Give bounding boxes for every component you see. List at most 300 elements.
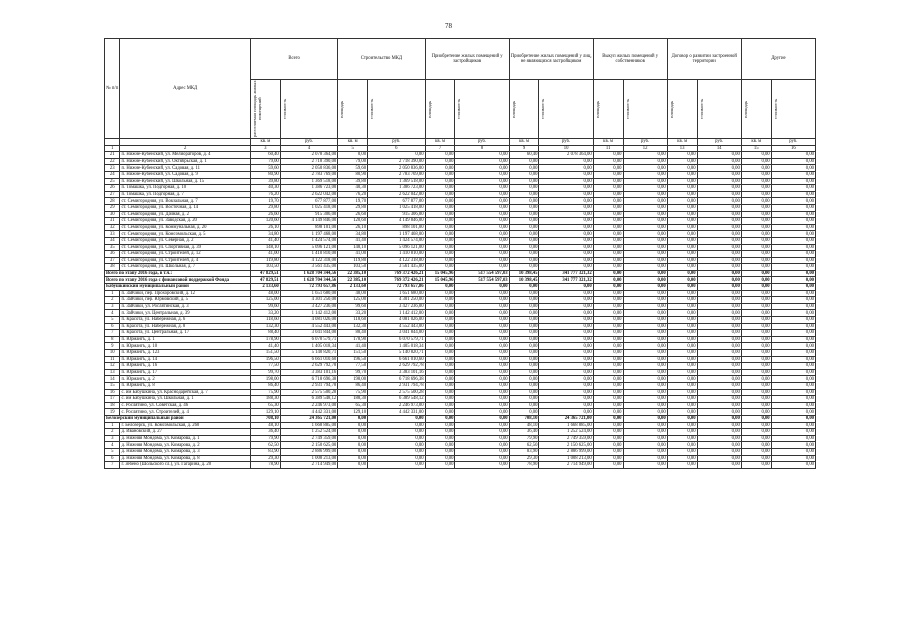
value-cell: 0,00	[539, 382, 593, 389]
value-cell: 48,10	[250, 422, 280, 429]
value-cell: 0,00	[741, 350, 771, 357]
value-cell: 4 081 026,00	[368, 317, 426, 324]
value-cell: 0,00	[741, 264, 771, 271]
address-cell: г. Белозерск, ул. Комсомольская, д. 260	[120, 422, 250, 429]
value-cell: 0,00	[425, 343, 455, 350]
table-row	[105, 336, 816, 343]
value-cell: 0,00	[455, 343, 509, 350]
value-cell: 898 101,00	[280, 224, 337, 231]
value-cell: 0,00	[623, 455, 667, 462]
value-cell: 41,40	[338, 237, 368, 244]
value-cell: 0,00	[338, 448, 368, 455]
table-total-row	[105, 284, 816, 291]
value-cell: 0,00	[425, 435, 455, 442]
value-cell: 0,00	[741, 382, 771, 389]
value-cell: 86,40	[250, 382, 280, 389]
value-cell: 0,00	[623, 350, 667, 357]
value-cell: 1 142 412,00	[368, 310, 426, 317]
row-number: 1	[105, 422, 120, 429]
value-cell: 0,00	[667, 363, 697, 370]
value-cell: 0,00	[623, 257, 667, 264]
value-cell: 0,00	[509, 396, 539, 403]
value-cell: 2 622 042,00	[368, 191, 426, 198]
value-cell: 0,00	[667, 237, 697, 244]
value-cell: 0,00	[509, 336, 539, 343]
header-purchase-builders: Приобретение жилых помещений у застройщиков	[425, 39, 509, 80]
value-cell: 0,00	[667, 158, 697, 165]
row-number: 25	[105, 178, 120, 185]
table-row	[105, 191, 816, 198]
value-cell: 5 140 820,71	[280, 350, 337, 357]
value-cell: 0,00	[509, 264, 539, 271]
value-cell: 0,00	[425, 171, 455, 178]
row-number: 34	[105, 237, 120, 244]
value-cell: 0,00	[593, 462, 623, 469]
value-cell: 0,00	[771, 211, 815, 218]
value-cell: 0,00	[697, 257, 741, 264]
column-number: 7	[425, 145, 455, 152]
value-cell: 0,00	[509, 363, 539, 370]
unit-rub: руб.	[771, 139, 815, 146]
sub-cost: стоимость	[281, 98, 287, 120]
value-cell: 0,00	[539, 191, 593, 198]
table-row	[105, 350, 816, 357]
value-cell: 0,00	[593, 270, 623, 277]
value-cell: 41,40	[338, 343, 368, 350]
value-cell: 0,00	[741, 211, 771, 218]
value-cell: 4 442 331,00	[280, 409, 337, 416]
table-row	[105, 376, 816, 383]
value-cell: 0,00	[425, 178, 455, 185]
column-number: 9	[509, 145, 539, 152]
value-cell: 0,00	[509, 198, 539, 205]
address-cell: ст. Семигородняя, ул. Коммунальная, д. 20	[120, 224, 250, 231]
value-cell: 1 628 704 344,56	[280, 270, 337, 277]
value-cell: 0,00	[741, 290, 771, 297]
value-cell: 0,00	[425, 389, 455, 396]
value-cell: 118,60	[338, 317, 368, 324]
value-cell: 4 552 443,00	[280, 323, 337, 330]
table-row	[105, 297, 816, 304]
row-number: 12	[105, 363, 120, 370]
value-cell: 0,00	[697, 191, 741, 198]
column-number: 15	[741, 145, 771, 152]
value-cell: 0,00	[593, 356, 623, 363]
sub-cost: стоимость	[624, 98, 630, 120]
value-cell: 0,00	[741, 369, 771, 376]
value-cell: 0,00	[623, 323, 667, 330]
value-cell: 0,00	[593, 455, 623, 462]
value-cell: 0,00	[667, 198, 697, 205]
value-cell: 0,00	[771, 178, 815, 185]
value-cell: 0,00	[425, 257, 455, 264]
value-cell: 0,00	[667, 303, 697, 310]
table-row	[105, 224, 816, 231]
value-cell: 0,00	[539, 158, 593, 165]
value-cell: 0,00	[539, 257, 593, 264]
value-cell: 0,00	[593, 158, 623, 165]
value-cell: 0,00	[509, 323, 539, 330]
value-cell: 0,00	[509, 297, 539, 304]
value-cell: 0,00	[697, 462, 741, 469]
value-cell: 0,00	[771, 237, 815, 244]
value-cell: 1 424 574,00	[280, 237, 337, 244]
value-cell: 0,00	[697, 211, 741, 218]
value-cell: 0,00	[455, 211, 509, 218]
value-cell: 0,00	[593, 218, 623, 225]
value-cell: 41,00	[338, 251, 368, 258]
value-cell: 0,00	[509, 350, 539, 357]
sub-total-area: расселяемая площадь жилых помещений	[251, 80, 262, 138]
value-cell: 0,00	[593, 204, 623, 211]
row-number: 24	[105, 171, 120, 178]
value-cell: 0,00	[539, 224, 593, 231]
value-cell: 0,00	[741, 409, 771, 416]
value-cell: 0,00	[455, 310, 509, 317]
address-cell: д. Нижняя Мондома, ул. Комарова, д. 8	[120, 455, 250, 462]
value-cell: 0,00	[623, 343, 667, 350]
header-row-column-numbers	[105, 145, 816, 152]
value-cell: 0,00	[771, 152, 815, 159]
value-cell: 1 008 213,00	[280, 455, 337, 462]
value-cell: 0,00	[593, 224, 623, 231]
table-row	[105, 462, 816, 469]
value-cell: 0,00	[455, 396, 509, 403]
value-cell: 0,00	[667, 409, 697, 416]
column-number: 6	[368, 145, 426, 152]
value-cell: 4 552 443,00	[368, 323, 426, 330]
value-cell: 0,00	[593, 317, 623, 324]
value-cell: 99,70	[338, 369, 368, 376]
value-cell: 0,00	[593, 310, 623, 317]
value-cell: 0,00	[539, 237, 593, 244]
value-cell: 0,00	[509, 251, 539, 258]
value-cell: 3 561 435,00	[280, 264, 337, 271]
value-cell: 0,00	[425, 330, 455, 337]
value-cell: 75,90	[250, 389, 280, 396]
value-cell: 15 045,96	[425, 270, 455, 277]
value-cell: 0,00	[623, 231, 667, 238]
address-cell: п. Зайчики, пер. Юрмовский, д. 5	[120, 297, 250, 304]
value-cell: 0,00	[697, 389, 741, 396]
value-cell: 0,00	[667, 165, 697, 172]
value-cell: 0,00	[368, 448, 426, 455]
value-cell: 0,00	[667, 382, 697, 389]
value-cell: 0,00	[455, 152, 509, 159]
page-number: 78	[445, 22, 452, 30]
value-cell: 0,00	[741, 442, 771, 449]
value-cell: 0,00	[509, 369, 539, 376]
value-cell: 0,00	[741, 363, 771, 370]
unit-area: кв. м	[425, 139, 455, 146]
value-cell: 0,00	[741, 336, 771, 343]
value-cell: 0,00	[697, 185, 741, 192]
value-cell: 10 398,45	[509, 270, 539, 277]
value-cell: 0,00	[593, 435, 623, 442]
table-row	[105, 429, 816, 436]
unit-rub: руб.	[539, 139, 593, 146]
value-cell: 0,00	[455, 350, 509, 357]
value-cell: 0,00	[697, 429, 741, 436]
value-cell: 0,00	[368, 455, 426, 462]
value-cell: 0,00	[368, 462, 426, 469]
value-cell: 0,00	[425, 382, 455, 389]
value-cell: 517 554 597,03	[455, 270, 509, 277]
value-cell: 0,00	[697, 350, 741, 357]
value-cell: 48,00	[338, 290, 368, 297]
row-number: 30	[105, 211, 120, 218]
value-cell: 0,00	[539, 330, 593, 337]
value-cell: 0,00	[667, 435, 697, 442]
value-cell: 48,00	[250, 290, 280, 297]
value-cell: 0,00	[455, 455, 509, 462]
address-cell: Бабушкинский муниципальный район	[105, 284, 251, 291]
value-cell: 0,00	[623, 389, 667, 396]
address-cell: ст. Семигородняя, ул. Северная, д. 2	[120, 237, 250, 244]
value-cell: 0,00	[623, 284, 667, 291]
value-cell: 0,00	[667, 323, 697, 330]
value-cell: 60,40	[250, 152, 280, 159]
value-cell: 78,90	[250, 462, 280, 469]
row-number: 5	[105, 317, 120, 324]
value-cell: 0,00	[667, 396, 697, 403]
value-cell: 0,00	[425, 264, 455, 271]
value-cell: 36,40	[509, 429, 539, 436]
row-number: 36	[105, 251, 120, 258]
value-cell: 0,00	[455, 158, 509, 165]
address-cell: п. Нижне-Кубенский, ул. Школьная, д. 15	[120, 178, 250, 185]
row-number: 3	[105, 303, 120, 310]
value-cell: 0,00	[455, 389, 509, 396]
row-number: 4	[105, 310, 120, 317]
value-cell: 0,00	[771, 277, 815, 284]
value-cell: 119,80	[338, 257, 368, 264]
value-cell: 0,00	[741, 462, 771, 469]
value-cell: 0,00	[539, 369, 593, 376]
value-cell: 0,00	[667, 251, 697, 258]
value-cell: 0,00	[593, 376, 623, 383]
value-cell: 0,00	[539, 211, 593, 218]
row-number: 18	[105, 402, 120, 409]
value-cell: 0,00	[593, 277, 623, 284]
value-cell: 0,00	[623, 396, 667, 403]
value-cell: 0,00	[697, 204, 741, 211]
value-cell: 915 306,00	[368, 211, 426, 218]
value-cell: 0,00	[697, 152, 741, 159]
value-cell: 120,60	[338, 218, 368, 225]
value-cell: 3 561 435,00	[368, 264, 426, 271]
table-row	[105, 317, 816, 324]
value-cell: 0,00	[667, 218, 697, 225]
value-cell: 86,40	[338, 382, 368, 389]
value-cell: 0,00	[593, 343, 623, 350]
value-cell: 0,00	[539, 409, 593, 416]
value-cell: 6 661 010,60	[280, 356, 337, 363]
value-cell: 708,10	[250, 415, 280, 422]
header-construction: Строительство МКД	[338, 39, 425, 80]
value-cell: 76,20	[250, 191, 280, 198]
value-cell: 0,00	[455, 191, 509, 198]
value-cell: 0,00	[425, 396, 455, 403]
row-number: 16	[105, 389, 120, 396]
value-cell: 0,00	[741, 158, 771, 165]
value-cell: 0,00	[425, 231, 455, 238]
value-cell: 517 554 597,03	[455, 277, 509, 284]
row-number: 1	[105, 290, 120, 297]
address-cell: ст. Семигородняя, ул. Комсомольская, д. 5	[120, 231, 250, 238]
value-cell: 0,00	[455, 336, 509, 343]
value-cell: 0,00	[593, 237, 623, 244]
value-cell: 677 877,00	[280, 198, 337, 205]
value-cell: 2 886 999,00	[539, 448, 593, 455]
table-total-row	[105, 270, 816, 277]
address-cell: п. Томашка, ул. Подгорная, д. 10	[120, 185, 250, 192]
value-cell: 0,00	[425, 310, 455, 317]
value-cell: 0,00	[509, 185, 539, 192]
value-cell: 41,40	[250, 343, 280, 350]
value-cell: 0,00	[623, 185, 667, 192]
value-cell: 0,00	[338, 422, 368, 429]
value-cell: 0,00	[771, 218, 815, 225]
value-cell: 0,00	[667, 270, 697, 277]
row-number: 2	[105, 429, 120, 436]
address-cell: ст. Семигородняя, ул. Вокзальная, д. 7	[120, 198, 250, 205]
value-cell: 0,00	[425, 198, 455, 205]
value-cell: 0,00	[741, 343, 771, 350]
value-cell: 1 410 810,00	[368, 251, 426, 258]
value-cell: 0,00	[697, 290, 741, 297]
value-cell: 0,00	[623, 204, 667, 211]
value-cell: 0,00	[741, 152, 771, 159]
value-cell: 1 410 810,00	[280, 251, 337, 258]
address-cell: ст. Семигородняя, ул. Восточная, д. 14	[120, 204, 250, 211]
column-number: 5	[338, 145, 368, 152]
value-cell: 0,00	[623, 422, 667, 429]
value-cell: 0,00	[667, 185, 697, 192]
value-cell: 0,00	[593, 323, 623, 330]
value-cell: 0,00	[455, 317, 509, 324]
value-cell: 0,00	[509, 224, 539, 231]
value-cell: 0,00	[771, 409, 815, 416]
value-cell: 0,00	[771, 369, 815, 376]
value-cell: 0,00	[539, 198, 593, 205]
value-cell: 48,10	[509, 422, 539, 429]
value-cell: 2 629 792,78	[280, 363, 337, 370]
value-cell: 0,00	[741, 218, 771, 225]
value-cell: 0,00	[425, 204, 455, 211]
sub-area: площадь	[510, 100, 516, 118]
value-cell: 62,50	[250, 442, 280, 449]
value-cell: 0,00	[593, 363, 623, 370]
value-cell: 769 372 426,21	[368, 270, 426, 277]
value-cell: 0,00	[623, 330, 667, 337]
value-cell: 0,00	[771, 462, 815, 469]
value-cell: 0,00	[697, 303, 741, 310]
value-cell: 60,40	[509, 152, 539, 159]
value-cell: 0,00	[771, 303, 815, 310]
value-cell: 0,00	[509, 290, 539, 297]
value-cell: 0,00	[741, 165, 771, 172]
row-number: 5	[105, 448, 120, 455]
value-cell: 0,00	[539, 290, 593, 297]
value-cell: 0,00	[455, 251, 509, 258]
value-cell: 6 389 548,12	[368, 396, 426, 403]
value-cell: 0,00	[425, 422, 455, 429]
value-cell: 188,30	[250, 396, 280, 403]
unit-rub: руб.	[368, 139, 426, 146]
value-cell: 0,00	[455, 369, 509, 376]
sub-area: площадь	[594, 100, 600, 118]
value-cell: 0,00	[509, 356, 539, 363]
value-cell: 0,00	[425, 336, 455, 343]
value-cell: 0,00	[425, 185, 455, 192]
value-cell: 22 385,10	[338, 270, 368, 277]
value-cell: 341 777 321,32	[539, 277, 593, 284]
value-cell: 0,00	[667, 462, 697, 469]
value-cell: 125,00	[250, 297, 280, 304]
value-cell: 0,00	[667, 284, 697, 291]
value-cell: 0,00	[667, 336, 697, 343]
row-number: 27	[105, 191, 120, 198]
value-cell: 0,00	[771, 251, 815, 258]
value-cell: 0,00	[539, 185, 593, 192]
value-cell: 6 718 696,38	[280, 376, 337, 383]
value-cell: 0,00	[593, 257, 623, 264]
value-cell: 3 383 101,16	[368, 369, 426, 376]
value-cell: 1 142 412,00	[280, 310, 337, 317]
address-cell: с. им Бабушкина, ул. Краснодарейская, д. 7	[120, 389, 250, 396]
value-cell: 0,00	[771, 343, 815, 350]
value-cell: 0,00	[593, 422, 623, 429]
value-cell: 0,00	[667, 290, 697, 297]
column-number: 11	[593, 145, 623, 152]
value-cell: 0,00	[741, 422, 771, 429]
value-cell: 26,60	[250, 211, 280, 218]
value-cell: 0,00	[455, 356, 509, 363]
value-cell: 0,00	[455, 284, 509, 291]
value-cell: 0,00	[425, 356, 455, 363]
value-cell: 0,00	[338, 455, 368, 462]
value-cell: 0,00	[368, 422, 426, 429]
value-cell: 0,00	[623, 198, 667, 205]
value-cell: 0,00	[338, 415, 368, 422]
value-cell: 2 718 390,00	[368, 158, 426, 165]
value-cell: 79,90	[250, 435, 280, 442]
value-cell: 0,00	[697, 409, 741, 416]
value-cell: 0,00	[623, 402, 667, 409]
value-cell: 0,00	[593, 244, 623, 251]
value-cell: 2 575 500,28	[368, 389, 426, 396]
value-cell: 708,10	[509, 415, 539, 422]
value-cell: 0,00	[741, 310, 771, 317]
value-cell: 0,00	[623, 290, 667, 297]
value-cell: 0,00	[593, 251, 623, 258]
table-row	[105, 185, 816, 192]
value-cell: 39,80	[338, 178, 368, 185]
value-cell: 0,00	[667, 442, 697, 449]
value-cell: 0,00	[623, 251, 667, 258]
value-cell: 0,00	[623, 270, 667, 277]
table-row	[105, 264, 816, 271]
row-number: 21	[105, 152, 120, 159]
value-cell: 0,00	[741, 389, 771, 396]
value-cell: 0,00	[455, 218, 509, 225]
value-cell: 0,00	[623, 448, 667, 455]
value-cell: 0,00	[771, 429, 815, 436]
value-cell: 0,00	[697, 297, 741, 304]
value-cell: 41,00	[250, 251, 280, 258]
value-cell: 915 306,00	[280, 211, 337, 218]
